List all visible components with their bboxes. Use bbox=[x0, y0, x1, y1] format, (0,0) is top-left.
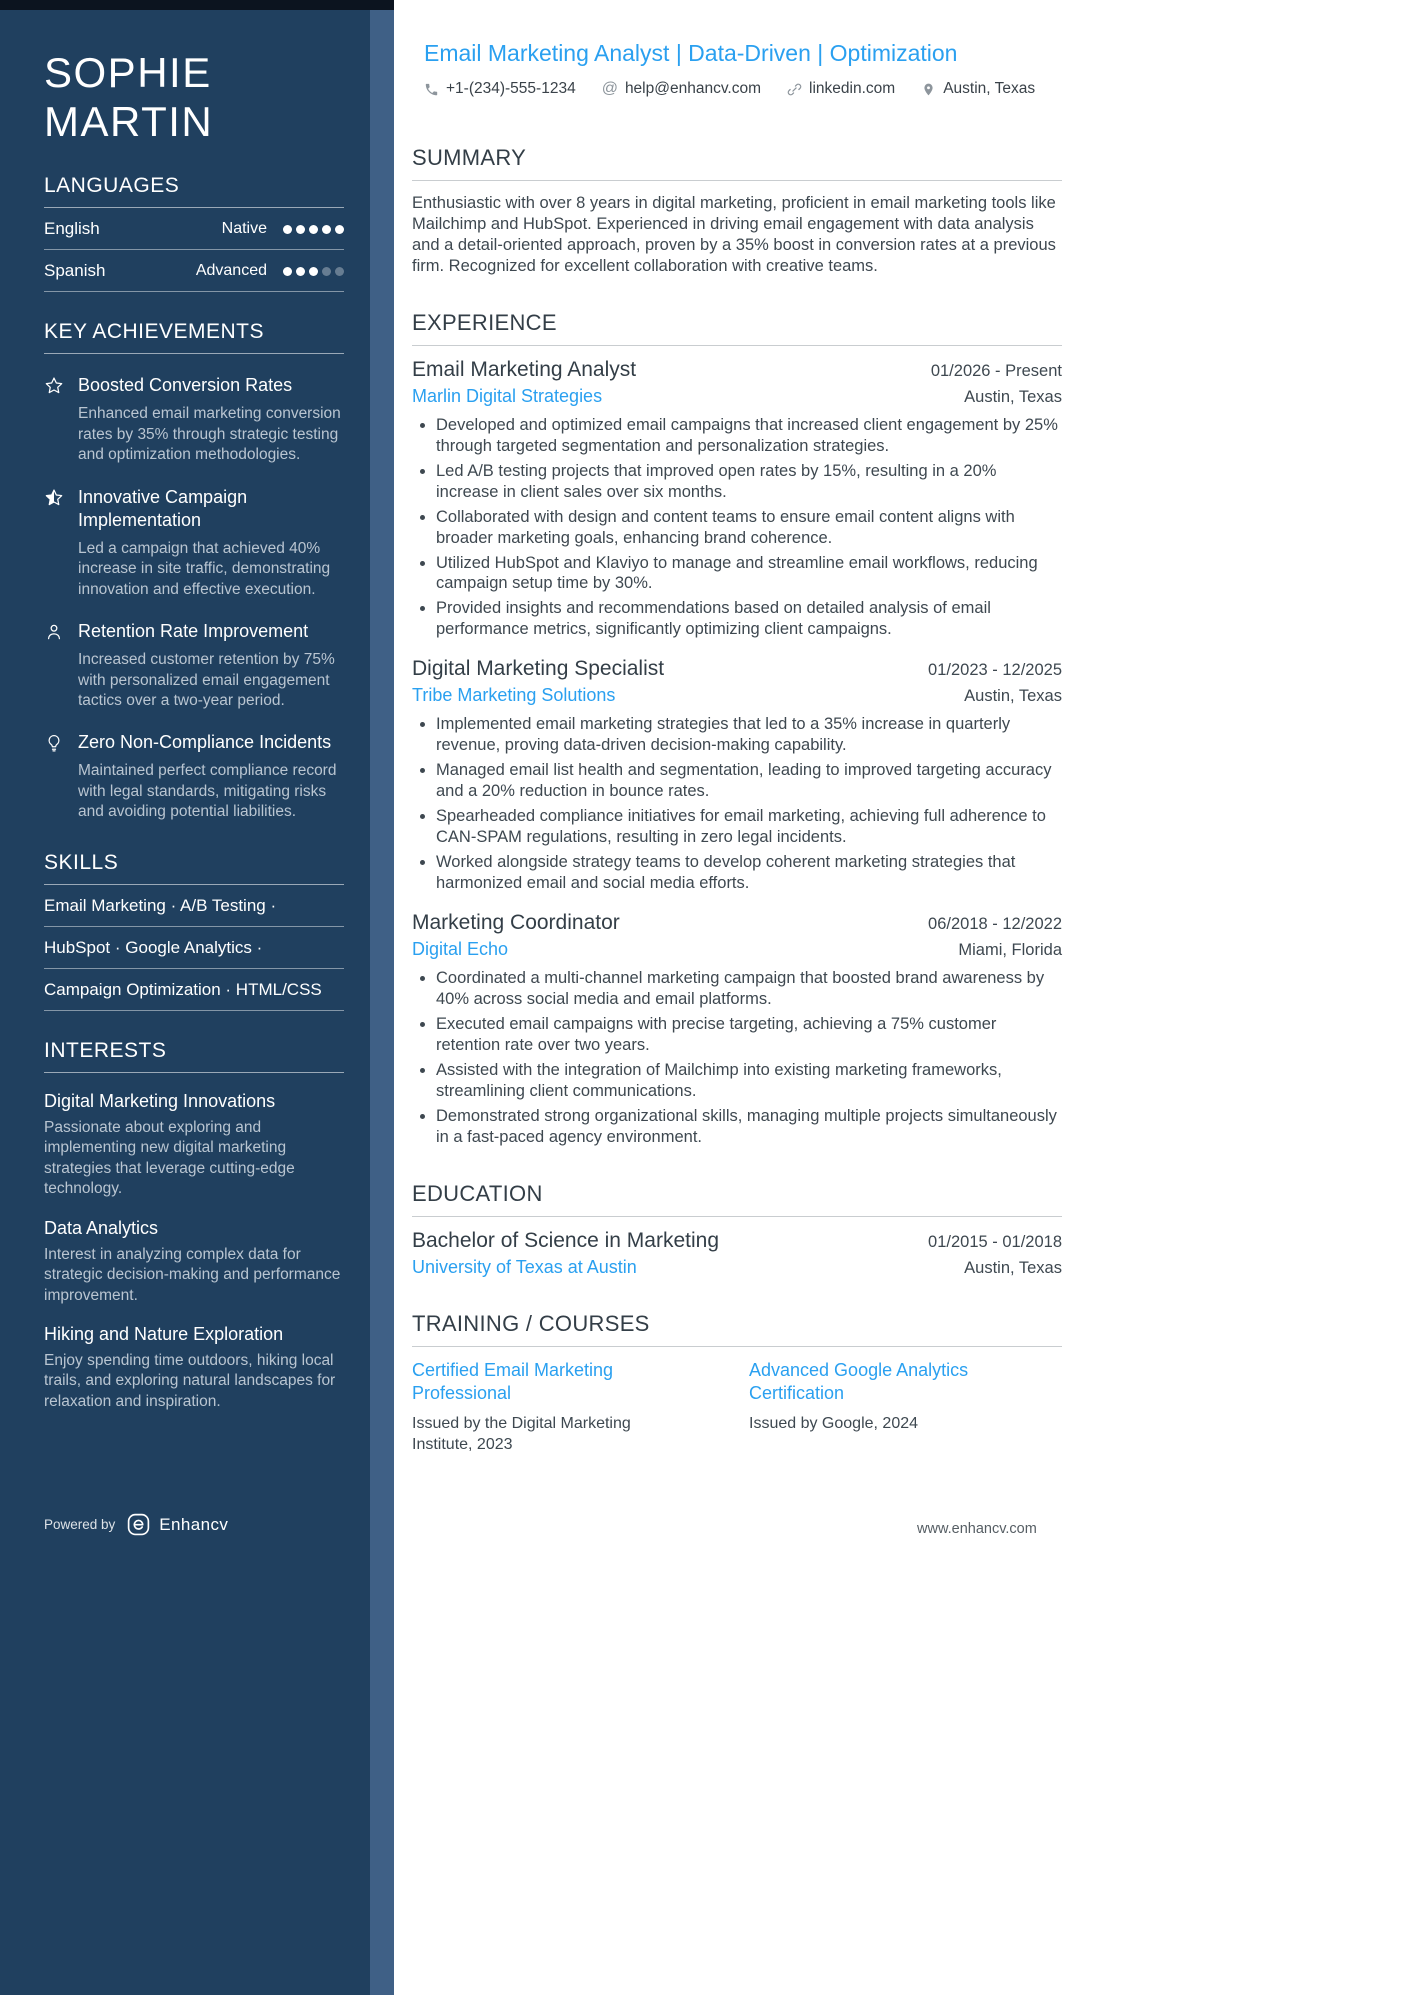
language-level-dots bbox=[283, 225, 344, 234]
link-text: linkedin.com bbox=[809, 80, 896, 97]
achievement-text: Enhanced email marketing conversion rates by 35% through strategic testing and optimization methodologies. bbox=[78, 405, 341, 464]
experience-title: EXPERIENCE bbox=[412, 310, 1062, 346]
course-item bbox=[749, 1359, 1062, 1456]
lightbulb-icon bbox=[44, 731, 65, 822]
job-company: Tribe Marketing Solutions bbox=[412, 685, 616, 706]
interest-item bbox=[44, 1218, 344, 1306]
education-title: EDUCATION bbox=[412, 1181, 1062, 1217]
job-bullets bbox=[412, 968, 1062, 1148]
interest-title: Data Analytics bbox=[44, 1217, 159, 1238]
achievement-item bbox=[44, 374, 344, 465]
course-title: Certified Email Marketing Professional bbox=[412, 1359, 614, 1403]
school-name: University of Texas at Austin bbox=[412, 1256, 637, 1277]
job-role: Marketing Coordinator bbox=[412, 910, 620, 934]
level-dot bbox=[283, 267, 292, 276]
language-row bbox=[44, 250, 344, 292]
job-dates: 01/2026 - Present bbox=[930, 361, 1062, 380]
skills-title: SKILLS bbox=[44, 851, 344, 885]
job-bullet: • Demonstrated strong organizational skills, managing multiple projects simultaneously in a fast-paced agency environment. bbox=[436, 1106, 1062, 1148]
job-entry bbox=[412, 911, 1062, 1148]
level-dot bbox=[296, 267, 305, 276]
course-issued: Issued by the Digital Marketing Institute, 2023 bbox=[412, 1415, 631, 1454]
summary-title: SUMMARY bbox=[412, 145, 1062, 181]
achievement-title: Boosted Conversion Rates bbox=[78, 375, 293, 396]
interest-item bbox=[44, 1324, 344, 1412]
job-subheader-row bbox=[412, 386, 1062, 407]
job-dates: 01/2023 - 12/2025 bbox=[928, 661, 1062, 680]
job-location: Miami, Florida bbox=[958, 940, 1062, 959]
job-bullet: • Spearheaded compliance initiatives for email marketing, achieving full adherence to CAN-SPAM regulations, resulting in zero legal incidents. bbox=[436, 806, 1062, 848]
level-dot bbox=[309, 267, 318, 276]
job-bullet: • Worked alongside strategy teams to develop coherent marketing strategies that harmonized email and social media efforts. bbox=[436, 852, 1062, 894]
courses-title: TRAINING / COURSES bbox=[412, 1311, 1062, 1347]
enhancv-logo-icon bbox=[126, 1512, 151, 1537]
course-title: Advanced Google Analytics Certification bbox=[749, 1359, 969, 1403]
email-address: help@enhancv.com bbox=[624, 80, 762, 97]
sidebar bbox=[0, 0, 370, 1995]
enhancv-logo[interactable] bbox=[126, 1512, 228, 1537]
level-dot bbox=[283, 225, 292, 234]
achievement-title: Zero Non-Compliance Incidents bbox=[78, 732, 332, 753]
main-content bbox=[394, 0, 1410, 1995]
contact-row bbox=[424, 80, 1062, 98]
language-name: English bbox=[44, 219, 100, 239]
level-dot bbox=[322, 225, 331, 234]
enhancv-url[interactable]: www.enhancv.com bbox=[917, 1521, 1037, 1537]
job-bullet: • Coordinated a multi-channel marketing campaign that boosted brand awareness by 40% across social media and email platforms. bbox=[436, 968, 1062, 1010]
achievement-text: Increased customer retention by 75% with personalized email engagement tactics over a two-year period. bbox=[78, 651, 335, 709]
degree: Bachelor of Science in Marketing bbox=[412, 1228, 719, 1252]
job-company: Digital Echo bbox=[412, 938, 509, 959]
course-item bbox=[412, 1359, 749, 1456]
language-row bbox=[44, 208, 344, 250]
section-summary bbox=[412, 145, 1062, 277]
skill-row: HubSpot · Google Analytics · bbox=[44, 927, 344, 969]
level-dot bbox=[335, 225, 344, 234]
job-bullet: • Implemented email marketing strategies that led to a 35% increase in quarterly revenue, proving data-driven decision-making capability. bbox=[436, 714, 1062, 756]
job-bullet: • Developed and optimized email campaigns that increased client engagement by 25% through targeted segmentation and personalization strategies. bbox=[436, 415, 1062, 457]
interest-text: Interest in analyzing complex data for strategic decision-making and performance improvement. bbox=[44, 1245, 341, 1304]
job-company: Marlin Digital Strategies bbox=[412, 385, 603, 406]
education-location: Austin, Texas bbox=[964, 1258, 1062, 1277]
last-name: MARTIN bbox=[44, 98, 214, 146]
education-subheader-row bbox=[412, 1257, 1062, 1278]
language-level-label: Advanced bbox=[195, 262, 267, 280]
skill-row: Email Marketing · A/B Testing · bbox=[44, 885, 344, 927]
interest-title: Digital Marketing Innovations bbox=[44, 1090, 276, 1111]
job-bullet: • Executed email campaigns with precise targeting, achieving a 75% customer retention rate over two years. bbox=[436, 1014, 1062, 1056]
resume-headline: Email Marketing Analyst | Data-Driven | Optimization bbox=[424, 40, 958, 66]
section-education bbox=[412, 1181, 1062, 1278]
job-bullet: • Provided insights and recommendations based on detailed analysis of email performance metrics, significantly optimizing client campaigns. bbox=[436, 598, 1062, 640]
languages-section bbox=[44, 174, 344, 292]
job-bullets bbox=[412, 415, 1062, 641]
job-subheader-row bbox=[412, 939, 1062, 960]
link-icon bbox=[787, 82, 802, 97]
languages-title: LANGUAGES bbox=[44, 174, 344, 208]
achievement-body bbox=[78, 374, 344, 465]
location-text: Austin, Texas bbox=[943, 80, 1036, 97]
enhancv-logo-text: Enhancv bbox=[159, 1514, 229, 1534]
job-entry bbox=[412, 358, 1062, 641]
language-name: Spanish bbox=[44, 261, 106, 281]
achievements-title: KEY ACHIEVEMENTS bbox=[44, 320, 344, 354]
star-icon bbox=[44, 374, 65, 465]
person-icon bbox=[44, 620, 65, 711]
job-role: Digital Marketing Specialist bbox=[412, 657, 665, 681]
phone-number: +1-(234)-555-1234 bbox=[446, 80, 576, 97]
job-header-row bbox=[412, 911, 1062, 935]
interest-text: Enjoy spending time outdoors, hiking local trails, and exploring natural landscapes for relaxation and inspiration. bbox=[44, 1352, 336, 1410]
interests-section bbox=[44, 1039, 344, 1413]
level-dot bbox=[296, 225, 305, 234]
powered-by-label: Powered by bbox=[44, 1517, 116, 1532]
language-level-label: Native bbox=[221, 220, 267, 238]
contact-link[interactable] bbox=[787, 80, 895, 98]
job-dates: 06/2018 - 12/2022 bbox=[928, 914, 1062, 933]
top-accent-bar bbox=[0, 0, 394, 10]
job-header-row bbox=[412, 657, 1062, 681]
education-dates: 01/2015 - 01/2018 bbox=[928, 1232, 1062, 1251]
candidate-name bbox=[44, 48, 344, 146]
resume-header bbox=[412, 40, 1062, 98]
achievement-item bbox=[44, 486, 344, 600]
achievement-body bbox=[78, 620, 344, 711]
language-level-dots bbox=[283, 267, 344, 276]
achievement-item bbox=[44, 731, 344, 822]
contact-phone bbox=[424, 80, 576, 98]
achievement-title: Innovative Campaign Implementation bbox=[78, 486, 248, 530]
powered-by-footer bbox=[44, 1512, 228, 1537]
level-dot bbox=[322, 267, 331, 276]
courses-grid bbox=[412, 1359, 1062, 1456]
achievement-text: Led a campaign that achieved 40% increase in site traffic, demonstrating innovation and effective execution. bbox=[78, 539, 331, 598]
contact-email[interactable] bbox=[602, 80, 761, 98]
first-name: SOPHIE bbox=[44, 49, 212, 96]
location-pin-icon bbox=[921, 82, 936, 97]
summary-text: Enthusiastic with over 8 years in digital marketing, proficient in email marketing tools like Mailchimp and HubSpot. Experienced in driving email engagement with data analysis and a detail-oriented approach, proven by a 35% boost in conversion rates at a previous firm. Recognized for excellent collaboration with creative teams. bbox=[412, 194, 1056, 275]
interests-title: INTERESTS bbox=[44, 1039, 344, 1073]
job-location: Austin, Texas bbox=[964, 687, 1062, 706]
skills-section bbox=[44, 851, 344, 1011]
course-issued: Issued by Google, 2024 bbox=[749, 1415, 919, 1433]
job-entry bbox=[412, 657, 1062, 894]
achievements-section bbox=[44, 320, 344, 823]
sidebar-accent-stripe bbox=[370, 0, 394, 1995]
section-courses bbox=[412, 1311, 1062, 1456]
achievement-body bbox=[78, 731, 344, 822]
contact-location bbox=[921, 80, 1035, 98]
star-half-icon bbox=[44, 486, 65, 600]
job-bullets bbox=[412, 714, 1062, 894]
email-icon: @ bbox=[601, 80, 618, 97]
achievement-text: Maintained perfect compliance record with legal standards, mitigating risks and avoiding potential liabilities. bbox=[78, 762, 337, 821]
interest-text: Passionate about exploring and implementing new digital marketing strategies that leverage cutting-edge technology. bbox=[44, 1118, 295, 1198]
job-subheader-row bbox=[412, 685, 1062, 706]
interest-title: Hiking and Nature Exploration bbox=[44, 1324, 284, 1345]
level-dot bbox=[309, 225, 318, 234]
job-role: Email Marketing Analyst bbox=[412, 357, 637, 381]
job-bullet: • Led A/B testing projects that improved open rates by 15%, resulting in a 20% increase in client sales over six months. bbox=[436, 461, 1062, 503]
job-bullet: • Managed email list health and segmentation, leading to improved targeting accuracy and a 20% reduction in bounce rates. bbox=[436, 760, 1062, 802]
interest-item bbox=[44, 1091, 344, 1200]
skill-row: Campaign Optimization · HTML/CSS bbox=[44, 969, 344, 1011]
level-dot bbox=[335, 267, 344, 276]
job-bullet: • Assisted with the integration of Mailchimp into existing marketing frameworks, streamlining client communications. bbox=[436, 1060, 1062, 1102]
job-location: Austin, Texas bbox=[964, 387, 1062, 406]
job-bullet: • Collaborated with design and content teams to ensure email content aligns with broader marketing goals, enhancing brand coherence. bbox=[436, 507, 1062, 549]
job-header-row bbox=[412, 358, 1062, 382]
main-inner bbox=[412, 40, 1062, 1456]
phone-icon bbox=[424, 82, 439, 97]
education-header-row bbox=[412, 1229, 1062, 1253]
achievement-body bbox=[78, 486, 344, 600]
achievement-item bbox=[44, 620, 344, 711]
achievement-title: Retention Rate Improvement bbox=[78, 621, 309, 642]
job-bullet: • Utilized HubSpot and Klaviyo to manage and streamline email workflows, reducing campaign setup time by 30%. bbox=[436, 553, 1062, 595]
section-experience bbox=[412, 310, 1062, 1148]
